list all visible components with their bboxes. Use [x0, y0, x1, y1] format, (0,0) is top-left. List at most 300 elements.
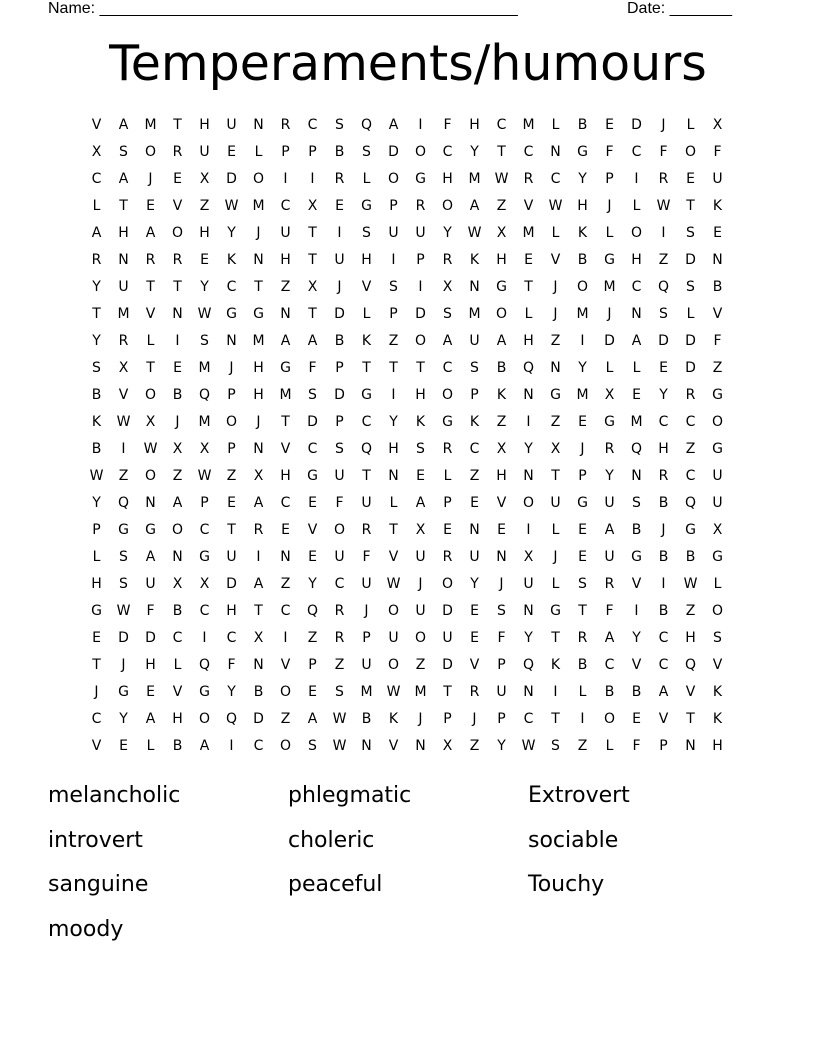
grid-cell: U	[415, 603, 426, 619]
grid-cell: S	[551, 738, 560, 754]
grid-cell: P	[605, 171, 614, 187]
grid-cell: G	[91, 603, 102, 619]
grid-cell: Z	[469, 738, 480, 754]
grid-cell: G	[415, 171, 426, 187]
grid-cell: V	[388, 738, 399, 754]
grid-cell: T	[281, 414, 290, 430]
grid-cell: H	[469, 117, 480, 133]
grid-cell: B	[658, 495, 669, 511]
grid-cell: A	[658, 684, 669, 700]
grid-cell: N	[469, 522, 480, 538]
grid-cell: C	[280, 603, 291, 619]
grid-cell: T	[92, 306, 101, 322]
grid-cell: S	[389, 279, 398, 295]
grid-cell: W	[332, 711, 347, 727]
grid-cell: F	[632, 738, 641, 754]
grid-cell: K	[388, 711, 399, 727]
grid-cell: R	[658, 171, 669, 187]
grid-cell: Q	[657, 279, 670, 295]
grid-cell: H	[280, 468, 291, 484]
grid-cell: G	[712, 549, 723, 565]
grid-cell: A	[280, 333, 291, 349]
grid-cell: E	[686, 171, 695, 187]
grid-cell: R	[604, 441, 615, 457]
grid-cell: Y	[308, 576, 317, 592]
grid-cell: I	[418, 279, 423, 295]
grid-cell: X	[253, 468, 264, 484]
grid-row	[83, 544, 733, 571]
grid-cell: O	[279, 684, 292, 700]
grid-cell: Q	[198, 657, 211, 673]
grid-cell: H	[361, 252, 372, 268]
grid-cell: L	[362, 306, 371, 322]
grid-cell: U	[334, 468, 345, 484]
grid-cell: F	[497, 630, 506, 646]
grid-cell: E	[470, 630, 479, 646]
grid-cell: Z	[388, 333, 399, 349]
grid-cell: L	[686, 306, 695, 322]
grid-cell: U	[469, 333, 480, 349]
grid-cell: V	[91, 117, 102, 133]
grid-cell: W	[494, 171, 509, 187]
grid-cell: O	[441, 387, 454, 403]
grid-cell: N	[550, 360, 561, 376]
grid-cell: T	[92, 657, 101, 673]
grid-cell: E	[443, 522, 452, 538]
grid-cell: P	[497, 657, 506, 673]
header	[48, 0, 748, 20]
grid-cell: H	[415, 387, 426, 403]
grid-cell: D	[631, 117, 642, 133]
grid-cell: O	[630, 225, 643, 241]
grid-cell: A	[145, 711, 156, 727]
grid-cell: A	[145, 225, 156, 241]
grid-cell: L	[362, 171, 371, 187]
grid-cell: T	[578, 603, 587, 619]
grid-cell: B	[604, 684, 615, 700]
grid-cell: P	[335, 360, 344, 376]
grid-cell: M	[630, 414, 643, 430]
grid-cell: R	[334, 630, 345, 646]
grid-cell: R	[172, 252, 183, 268]
grid-cell: L	[632, 198, 641, 214]
grid-cell: R	[577, 630, 588, 646]
grid-cell: L	[632, 360, 641, 376]
grid-cell: K	[712, 198, 723, 214]
grid-cell: D	[226, 576, 237, 592]
grid-row	[83, 328, 733, 355]
word-list-item: moody	[48, 916, 124, 942]
grid-cell: E	[281, 522, 290, 538]
grid-cell: L	[605, 360, 614, 376]
grid-cell: B	[172, 738, 183, 754]
grid-cell: X	[145, 414, 156, 430]
grid-cell: O	[387, 171, 400, 187]
grid-cell: I	[121, 441, 126, 457]
grid-cell: A	[307, 333, 318, 349]
grid-row	[83, 301, 733, 328]
grid-cell: N	[550, 144, 561, 160]
grid-cell: I	[661, 225, 666, 241]
grid-cell: O	[441, 576, 454, 592]
grid-cell: F	[605, 144, 614, 160]
grid-cell: I	[526, 414, 531, 430]
grid-cell: I	[202, 630, 207, 646]
grid-cell: R	[685, 387, 696, 403]
grid-cell: E	[578, 549, 587, 565]
grid-cell: S	[497, 603, 506, 619]
grid-cell: P	[281, 144, 290, 160]
grid-cell: D	[442, 603, 453, 619]
grid-cell: X	[442, 738, 453, 754]
grid-cell: X	[604, 387, 615, 403]
grid-cell: U	[415, 549, 426, 565]
grid-cell: M	[468, 171, 481, 187]
grid-cell: U	[388, 630, 399, 646]
grid-cell: K	[361, 333, 372, 349]
grid-cell: L	[551, 576, 560, 592]
grid-cell: U	[145, 576, 156, 592]
grid-cell: E	[605, 117, 614, 133]
grid-cell: O	[576, 279, 589, 295]
grid-cell: D	[685, 252, 696, 268]
word-list-item: introvert	[48, 827, 143, 853]
grid-cell: J	[661, 522, 666, 538]
grid-cell: M	[252, 333, 265, 349]
grid-cell: M	[522, 225, 535, 241]
grid-row	[83, 166, 733, 193]
grid-cell: Z	[550, 414, 561, 430]
grid-cell: M	[468, 306, 481, 322]
grid-cell: D	[307, 414, 318, 430]
grid-cell: E	[470, 495, 479, 511]
grid-row	[83, 193, 733, 220]
grid-cell: G	[604, 414, 615, 430]
grid-row	[83, 625, 733, 652]
grid-row	[83, 598, 733, 625]
grid-row	[83, 436, 733, 463]
grid-cell: C	[685, 468, 696, 484]
grid-cell: M	[414, 684, 427, 700]
grid-cell: D	[226, 171, 237, 187]
grid-cell: Y	[578, 171, 587, 187]
grid-cell: O	[711, 603, 724, 619]
grid-cell: U	[442, 630, 453, 646]
grid-cell: Y	[92, 333, 101, 349]
grid-cell: U	[388, 225, 399, 241]
grid-cell: F	[308, 360, 317, 376]
grid-cell: Q	[522, 657, 535, 673]
grid-cell: E	[146, 198, 155, 214]
grid-cell: J	[553, 279, 558, 295]
grid-cell: G	[442, 414, 453, 430]
grid-cell: W	[116, 414, 131, 430]
grid-cell: L	[551, 225, 560, 241]
grid-cell: J	[256, 414, 261, 430]
grid-cell: V	[172, 198, 183, 214]
grid-cell: C	[523, 711, 534, 727]
grid-cell: B	[631, 522, 642, 538]
grid-cell: P	[443, 711, 452, 727]
grid-cell: Q	[684, 657, 697, 673]
grid-cell: W	[197, 468, 212, 484]
grid-cell: Y	[227, 225, 236, 241]
grid-cell: Z	[415, 657, 426, 673]
grid-cell: D	[334, 387, 345, 403]
grid-cell: D	[604, 333, 615, 349]
grid-cell: Y	[497, 738, 506, 754]
grid-cell: F	[605, 603, 614, 619]
grid-cell: J	[337, 279, 342, 295]
grid-cell: S	[362, 144, 371, 160]
grid-cell: M	[576, 306, 589, 322]
grid-cell: B	[685, 549, 696, 565]
grid-cell: E	[146, 684, 155, 700]
grid-cell: X	[118, 360, 129, 376]
grid-cell: S	[686, 279, 695, 295]
grid-cell: V	[523, 198, 534, 214]
grid-cell: D	[145, 630, 156, 646]
grid-cell: H	[712, 738, 723, 754]
grid-cell: Q	[360, 441, 373, 457]
grid-cell: A	[496, 333, 507, 349]
grid-cell: I	[634, 171, 639, 187]
grid-cell: S	[119, 576, 128, 592]
grid-cell: C	[631, 279, 642, 295]
grid-cell: P	[227, 441, 236, 457]
grid-cell: X	[712, 117, 723, 133]
word-list-item: Extrovert	[528, 783, 630, 808]
grid-cell: I	[256, 549, 261, 565]
grid-cell: R	[253, 522, 264, 538]
grid-cell: B	[172, 387, 183, 403]
word-list-item: peaceful	[288, 872, 383, 897]
grid-row	[83, 571, 733, 598]
grid-cell: C	[550, 171, 561, 187]
grid-cell: O	[387, 657, 400, 673]
grid-cell: I	[283, 630, 288, 646]
grid-cell: O	[414, 630, 427, 646]
grid-cell: S	[632, 495, 641, 511]
grid-cell: V	[712, 657, 723, 673]
grid-cell: C	[307, 117, 318, 133]
grid-cell: V	[145, 306, 156, 322]
grid-cell: Z	[469, 468, 480, 484]
grid-cell: J	[94, 684, 99, 700]
word-list-item: Touchy	[528, 872, 605, 897]
grid-cell: M	[144, 117, 157, 133]
grid-cell: T	[146, 279, 155, 295]
grid-cell: Y	[578, 360, 587, 376]
grid-cell: A	[118, 171, 129, 187]
grid-cell: W	[116, 603, 131, 619]
grid-cell: E	[632, 387, 641, 403]
grid-cell: R	[172, 144, 183, 160]
grid-cell: A	[388, 117, 399, 133]
grid-cell: W	[89, 468, 104, 484]
grid-cell: Q	[630, 441, 643, 457]
grid-cell: T	[254, 603, 263, 619]
grid-cell: B	[577, 252, 588, 268]
grid-cell: G	[361, 387, 372, 403]
grid-cell: U	[334, 549, 345, 565]
grid-cell: L	[389, 495, 398, 511]
grid-cell: N	[226, 333, 237, 349]
grid-row	[83, 274, 733, 301]
grid-cell: R	[334, 171, 345, 187]
grid-cell: V	[496, 495, 507, 511]
grid-cell: F	[146, 603, 155, 619]
grid-cell: C	[226, 279, 237, 295]
grid-cell: Y	[443, 225, 452, 241]
grid-cell: D	[415, 306, 426, 322]
grid-cell: H	[631, 252, 642, 268]
grid-cell: S	[335, 117, 344, 133]
grid-cell: L	[686, 117, 695, 133]
grid-cell: F	[362, 549, 371, 565]
grid-cell: X	[199, 171, 210, 187]
grid-cell: Y	[227, 684, 236, 700]
grid-cell: T	[362, 360, 371, 376]
grid-cell: M	[360, 684, 373, 700]
grid-cell: Q	[117, 495, 130, 511]
grid-cell: A	[253, 576, 264, 592]
grid-cell: E	[308, 549, 317, 565]
grid-cell: X	[496, 225, 507, 241]
grid-cell: Z	[685, 441, 696, 457]
grid-cell: J	[121, 657, 126, 673]
grid-cell: H	[280, 252, 291, 268]
grid-cell: Q	[684, 495, 697, 511]
grid-cell: O	[387, 603, 400, 619]
grid-cell: F	[335, 495, 344, 511]
grid-cell: B	[253, 684, 264, 700]
grid-cell: B	[631, 684, 642, 700]
grid-cell: A	[253, 495, 264, 511]
grid-cell: N	[523, 684, 534, 700]
grid-cell: T	[254, 279, 263, 295]
grid-cell: G	[712, 441, 723, 457]
grid-cell: I	[337, 225, 342, 241]
grid-cell: B	[496, 360, 507, 376]
grid-cell: N	[496, 549, 507, 565]
grid-cell: O	[414, 144, 427, 160]
grid-cell: U	[334, 252, 345, 268]
grid-cell: O	[441, 198, 454, 214]
grid-cell: I	[229, 738, 234, 754]
grid-cell: O	[333, 522, 346, 538]
grid-cell: N	[253, 117, 264, 133]
grid-cell: L	[551, 522, 560, 538]
grid-cell: J	[580, 441, 585, 457]
grid-cell: P	[497, 711, 506, 727]
grid-cell: C	[91, 711, 102, 727]
grid-cell: S	[335, 441, 344, 457]
grid-cell: G	[226, 306, 237, 322]
grid-cell: D	[388, 144, 399, 160]
grid-cell: H	[199, 117, 210, 133]
grid-cell: U	[469, 549, 480, 565]
grid-cell: E	[524, 252, 533, 268]
grid-cell: U	[712, 171, 723, 187]
grid-cell: G	[550, 603, 561, 619]
grid-cell: V	[361, 279, 372, 295]
grid-cell: K	[577, 225, 588, 241]
grid-cell: B	[334, 144, 345, 160]
grid-cell: Z	[685, 603, 696, 619]
grid-cell: H	[172, 711, 183, 727]
grid-cell: X	[172, 576, 183, 592]
grid-cell: G	[604, 252, 615, 268]
grid-cell: E	[578, 522, 587, 538]
grid-cell: U	[496, 684, 507, 700]
grid-cell: L	[524, 306, 533, 322]
grid-cell: Z	[118, 468, 129, 484]
grid-cell: I	[418, 117, 423, 133]
grid-cell: S	[308, 387, 317, 403]
grid-cell: X	[523, 549, 534, 565]
grid-cell: T	[389, 522, 398, 538]
grid-cell: W	[521, 738, 536, 754]
grid-cell: H	[145, 657, 156, 673]
grid-cell: L	[605, 738, 614, 754]
grid-cell: O	[279, 738, 292, 754]
grid-cell: S	[92, 360, 101, 376]
grid-cell: T	[551, 468, 560, 484]
grid-cell: R	[523, 171, 534, 187]
grid-cell: K	[712, 684, 723, 700]
grid-cell: I	[580, 333, 585, 349]
grid-cell: P	[335, 414, 344, 430]
grid-cell: I	[553, 684, 558, 700]
grid-cell: U	[226, 117, 237, 133]
grid-cell: I	[661, 576, 666, 592]
word-list-item: melancholic	[48, 783, 181, 808]
grid-row	[83, 112, 733, 139]
grid-cell: E	[470, 603, 479, 619]
grid-cell: P	[443, 495, 452, 511]
grid-cell: D	[334, 306, 345, 322]
grid-cell: N	[469, 279, 480, 295]
grid-row	[83, 652, 733, 679]
grid-cell: H	[253, 360, 264, 376]
grid-cell: B	[658, 603, 669, 619]
grid-cell: G	[253, 306, 264, 322]
grid-cell: Z	[280, 711, 291, 727]
grid-cell: T	[362, 468, 371, 484]
grid-cell: U	[604, 495, 615, 511]
grid-cell: V	[388, 549, 399, 565]
grid-cell: V	[658, 711, 669, 727]
grid-cell: B	[91, 387, 102, 403]
grid-cell: X	[307, 279, 318, 295]
grid-cell: N	[712, 252, 723, 268]
grid-cell: X	[91, 144, 102, 160]
grid-cell: E	[416, 468, 425, 484]
grid-cell: N	[415, 738, 426, 754]
grid-cell: F	[659, 144, 668, 160]
grid-cell: E	[200, 252, 209, 268]
grid-cell: H	[91, 576, 102, 592]
grid-cell: C	[496, 117, 507, 133]
grid-cell: R	[118, 333, 129, 349]
grid-cell: W	[143, 441, 158, 457]
grid-cell: W	[548, 198, 563, 214]
grid-cell: Z	[550, 333, 561, 349]
grid-cell: J	[661, 117, 666, 133]
grid-cell: D	[685, 333, 696, 349]
grid-cell: A	[631, 333, 642, 349]
